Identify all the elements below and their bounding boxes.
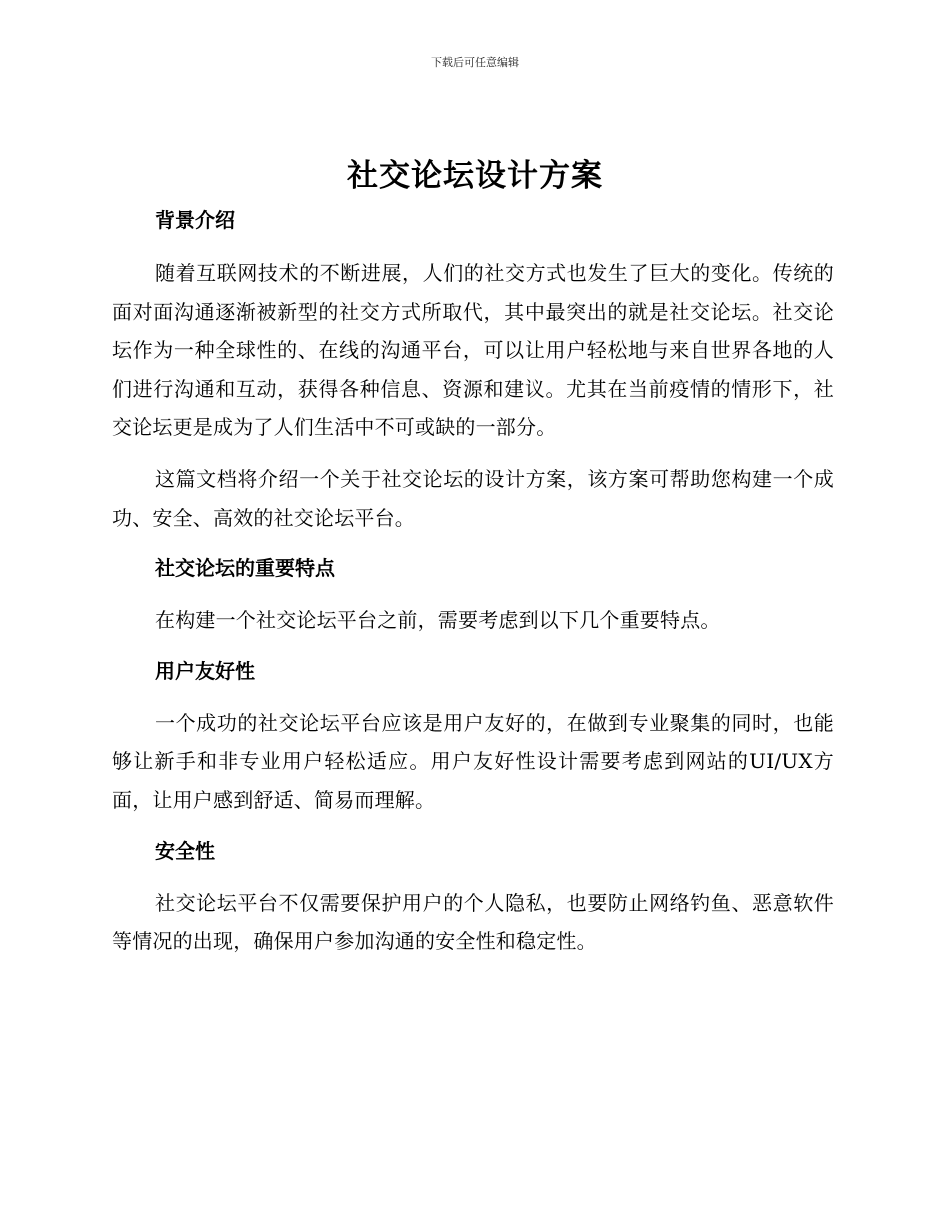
background-paragraph-2: 这篇文档将介绍一个关于社交论坛的设计方案，该方案可帮助您构建一个成功、安全、高效的社交论坛平台。 xyxy=(112,466,834,530)
section-heading-features: 社交论坛的重要特点 xyxy=(155,556,335,581)
background-paragraph-1: 随着互联网技术的不断进展，人们的社交方式也发生了巨大的变化。传统的面对面沟通逐渐被新型的社交方式所取代，其中最突出的就是社交论坛。社交论坛作为一种全球性的、在线的沟通平台，可以让用户轻松地与来自世界各地的人们进行沟通和互动，获得各种信息、资源和建议。尤其在当前疫情的情形下，社交论坛更是成为了人们生活中不可或缺的一部分。 xyxy=(112,261,834,440)
features-paragraph: 在构建一个社交论坛平台之前，需要考虑到以下几个重要特点。 xyxy=(155,608,721,633)
section-heading-security: 安全性 xyxy=(155,838,215,863)
section-heading-usability: 用户友好性 xyxy=(155,658,255,683)
section-heading-background: 背景介绍 xyxy=(155,208,235,232)
page-header-note: 下载后可任意编辑 xyxy=(431,56,519,69)
security-paragraph: 社交论坛平台不仅需要保护用户的个人隐私，也要防止网络钓鱼、恶意软件等情况的出现，确保用户参加沟通的安全性和稳定性。 xyxy=(112,890,834,954)
document-body xyxy=(112,202,834,961)
usability-paragraph: 一个成功的社交论坛平台应该是用户友好的，在做到专业聚集的同时，也能够让新手和非专业用户轻松适应。用户友好性设计需要考虑到网站的UI/UX方面，让用户感到舒适、简易而理解。 xyxy=(112,710,834,812)
document-title: 社交论坛设计方案 xyxy=(347,158,603,194)
